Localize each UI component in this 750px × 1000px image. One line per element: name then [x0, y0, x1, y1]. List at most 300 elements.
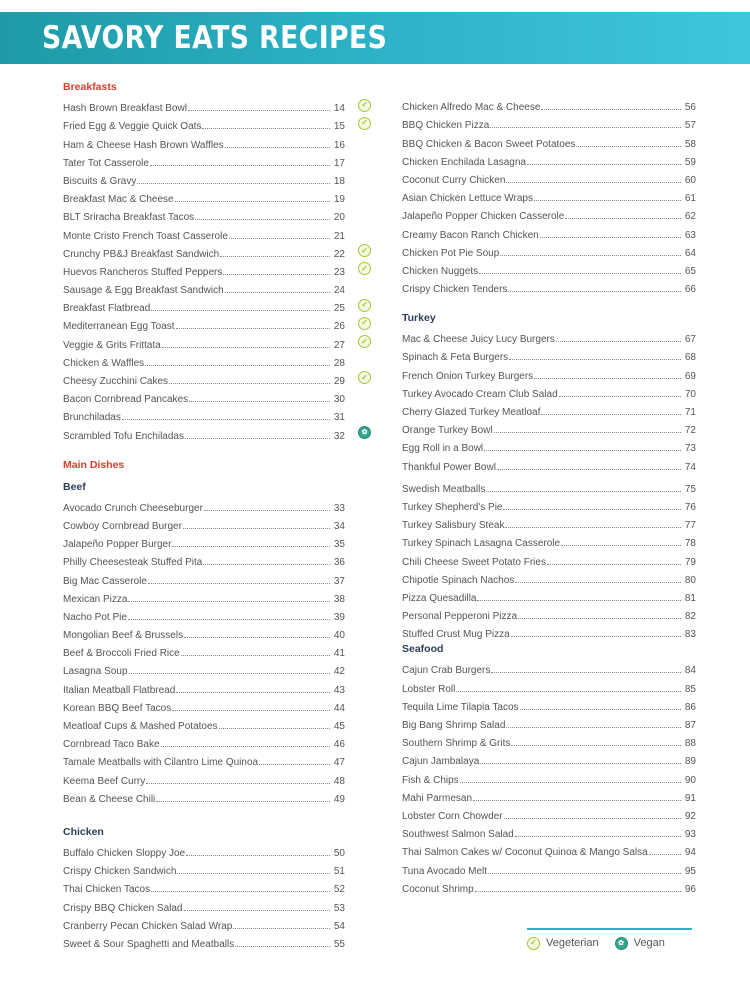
- page-number: 83: [684, 629, 696, 641]
- toc-entry[interactable]: [63, 132, 371, 150]
- dot-leader: [515, 836, 681, 837]
- toc-entry[interactable]: [402, 204, 696, 222]
- dot-leader: [172, 710, 330, 711]
- toc-entry[interactable]: [402, 131, 696, 149]
- dot-leader: [128, 619, 330, 620]
- legend-vegetarian: [527, 937, 599, 950]
- page-number: 22: [333, 248, 345, 260]
- page-number: 14: [333, 103, 345, 115]
- seafood-list: [402, 658, 696, 894]
- toc-entry[interactable]: [402, 749, 696, 767]
- toc-entry[interactable]: [402, 436, 696, 454]
- page-number: 56: [684, 102, 696, 114]
- vegan-icon: ✿: [358, 426, 371, 439]
- toc-entry[interactable]: [63, 278, 371, 296]
- toc-entry[interactable]: [402, 150, 696, 168]
- dot-leader: [500, 255, 681, 256]
- toc-entry[interactable]: [402, 400, 696, 418]
- page-number: 19: [333, 194, 345, 206]
- toc-entry[interactable]: [63, 532, 371, 550]
- page-number: 24: [333, 285, 345, 297]
- page-number: 92: [684, 810, 696, 822]
- page-number: 26: [333, 321, 345, 333]
- toc-entry[interactable]: [63, 369, 371, 387]
- toc-entry[interactable]: [63, 151, 371, 169]
- toc-entry[interactable]: [63, 114, 371, 132]
- recipe-name: Tamale Meatballs with Cilantro Lime Quinoa: [63, 757, 259, 769]
- dot-leader: [491, 672, 681, 673]
- dot-leader: [148, 583, 330, 584]
- page-number: 60: [684, 174, 696, 186]
- page-number: 80: [684, 574, 696, 586]
- dot-leader: [220, 256, 330, 257]
- recipe-name: Coconut Curry Chicken: [402, 174, 506, 186]
- toc-entry[interactable]: [402, 277, 696, 295]
- recipe-name: Bacon Cornbread Pancakes: [63, 394, 189, 406]
- dot-leader: [145, 365, 330, 366]
- toc-entry[interactable]: [63, 96, 371, 114]
- toc-entry[interactable]: [402, 622, 696, 640]
- recipe-name: Breakfast Flatbread: [63, 303, 151, 315]
- toc-entry[interactable]: [63, 187, 371, 205]
- toc-entry[interactable]: [63, 423, 371, 441]
- dot-leader: [177, 873, 330, 874]
- page-number: 50: [333, 847, 345, 859]
- dot-leader: [162, 347, 330, 348]
- toc-entry[interactable]: [63, 568, 371, 586]
- dot-leader: [169, 383, 330, 384]
- recipe-name: Swedish Meatballs: [402, 483, 486, 495]
- toc-entry[interactable]: [402, 418, 696, 436]
- recipe-name: Avocado Crunch Cheeseburger: [63, 502, 203, 514]
- dot-leader: [185, 438, 330, 439]
- page-number: 88: [684, 738, 696, 750]
- toc-entry[interactable]: [63, 714, 371, 732]
- page-number: 95: [684, 865, 696, 877]
- page-number: 76: [684, 501, 696, 513]
- page-number: 36: [333, 557, 345, 569]
- toc-entry[interactable]: [63, 659, 371, 677]
- page-number: 89: [684, 756, 696, 768]
- dot-leader: [176, 692, 330, 693]
- dot-leader: [150, 165, 330, 166]
- recipe-name: Meatloaf Cups & Mashed Potatoes: [63, 721, 218, 732]
- toc-entry[interactable]: [63, 677, 371, 695]
- toc-entry[interactable]: [402, 168, 696, 186]
- dot-leader: [497, 469, 681, 470]
- dot-leader: [486, 491, 681, 492]
- recipe-name: Mediterranean Egg Toast: [63, 321, 175, 333]
- vegetarian-icon: ✓: [358, 299, 371, 312]
- toc-entry[interactable]: [402, 658, 696, 676]
- page-number: 33: [333, 502, 345, 514]
- dot-leader: [488, 873, 681, 874]
- diet-icon-slot: [345, 787, 371, 805]
- dot-leader: [202, 128, 330, 129]
- recipe-name: Big Bang Shrimp Salad: [402, 720, 506, 731]
- vegetarian-icon: ✓: [358, 371, 371, 384]
- page-number: 40: [333, 630, 345, 642]
- recipe-name: Creamy Bacon Ranch Chicken: [402, 229, 539, 241]
- toc-entry[interactable]: [63, 296, 371, 314]
- page-number: 31: [333, 412, 345, 424]
- dot-leader: [233, 928, 330, 929]
- recipe-name: Beef & Broccoli Fried Rice: [63, 648, 180, 660]
- diet-icon-slot: [345, 169, 371, 187]
- diet-icon-slot: [345, 514, 371, 532]
- dot-leader: [184, 910, 331, 911]
- diet-icon-slot: [345, 732, 371, 750]
- recipe-name: Pizza Quesadilla: [402, 592, 477, 604]
- recipe-name: Sweet & Sour Spaghetti and Meatballs: [63, 938, 235, 950]
- recipe-name: Jalapeño Popper Burger: [63, 539, 172, 551]
- recipe-name: Hash Brown Breakfast Bowl: [63, 103, 187, 115]
- recipe-name: Keema Beef Curry: [63, 775, 146, 787]
- vegetarian-icon: ✓: [358, 335, 371, 348]
- recipe-name: Lasagna Soup: [63, 666, 128, 678]
- dot-leader: [509, 359, 681, 360]
- diet-icon-slot: [345, 677, 371, 695]
- recipe-name: Brunchiladas: [63, 412, 121, 424]
- toc-entry[interactable]: [402, 382, 696, 400]
- page-number: 62: [684, 211, 696, 223]
- recipe-name: Tuna Avocado Melt: [402, 865, 488, 877]
- toc-entry[interactable]: [63, 514, 371, 532]
- recipe-name: Turkey Shepherd's Pie: [402, 501, 503, 513]
- dot-leader: [460, 782, 681, 783]
- page-number: 64: [684, 247, 696, 259]
- page-number: 78: [684, 538, 696, 550]
- dot-leader: [527, 164, 681, 165]
- dot-leader: [505, 527, 681, 528]
- toc-entry[interactable]: [402, 477, 696, 495]
- page-number: 70: [684, 388, 696, 400]
- toc-entry[interactable]: [402, 804, 696, 822]
- toc-entry[interactable]: [402, 186, 696, 204]
- recipe-name: Cajun Crab Burgers: [402, 665, 491, 677]
- toc-entry[interactable]: [63, 787, 371, 805]
- diet-icon-slot: [345, 550, 371, 568]
- recipe-name: Jalapeño Popper Chicken Casserole: [402, 211, 565, 223]
- toc-entry[interactable]: [402, 531, 696, 549]
- page-number: 93: [684, 829, 696, 841]
- recipe-name: Turkey Avocado Cream Club Salad: [402, 388, 558, 400]
- recipe-name: Fried Egg & Veggie Quick Oats: [63, 121, 202, 133]
- toc-entry[interactable]: [63, 859, 371, 877]
- recipe-name: Southern Shrimp & Grits: [402, 738, 511, 750]
- toc-entry[interactable]: [63, 314, 371, 332]
- toc-entry[interactable]: [63, 550, 371, 568]
- subsection-turkey-title: Turkey: [402, 312, 436, 325]
- recipe-name: Cranberry Pecan Chicken Salad Wrap: [63, 920, 233, 932]
- toc-entry[interactable]: [402, 786, 696, 804]
- recipe-name: Chicken & Waffles: [63, 357, 145, 369]
- dot-leader: [181, 655, 330, 656]
- toc-entry[interactable]: [63, 496, 371, 514]
- recipe-name: French Onion Turkey Burgers: [402, 370, 534, 382]
- recipe-name: Buffalo Chicken Sloppy Joe: [63, 847, 186, 859]
- recipe-name: Egg Roll in a Bowl: [402, 443, 484, 455]
- recipe-name: Italian Meatball Flatbread: [63, 684, 176, 696]
- page-number: 43: [333, 684, 345, 696]
- recipe-name: Thai Chicken Tacos: [63, 884, 151, 896]
- page-number: 69: [684, 370, 696, 382]
- toc-entry[interactable]: [402, 568, 696, 586]
- toc-entry[interactable]: [63, 914, 371, 932]
- toc-entry[interactable]: [402, 259, 696, 277]
- toc-entry[interactable]: [63, 169, 371, 187]
- recipe-name: BLT Sriracha Breakfast Tacos: [63, 212, 195, 224]
- dot-leader: [146, 783, 330, 784]
- dot-leader: [184, 637, 330, 638]
- recipe-name: Stuffed Crust Mug Pizza: [402, 629, 510, 641]
- diet-icon-slot: [345, 877, 371, 895]
- page-number: 27: [333, 339, 345, 351]
- vegan-icon: ✿: [615, 937, 628, 950]
- toc-entry[interactable]: [63, 405, 371, 423]
- recipe-name: Spinach & Feta Burgers: [402, 352, 509, 364]
- dot-leader: [473, 800, 681, 801]
- page-number: 28: [333, 357, 345, 369]
- page-number: 66: [684, 284, 696, 296]
- toc-entry[interactable]: [402, 676, 696, 694]
- diet-icon-slot: [345, 242, 371, 260]
- page-number: 20: [333, 212, 345, 224]
- toc-entry[interactable]: [402, 604, 696, 622]
- toc-entry[interactable]: [402, 877, 696, 895]
- toc-entry[interactable]: [63, 877, 371, 895]
- diet-icon-slot: [345, 205, 371, 223]
- toc-entry[interactable]: [402, 241, 696, 259]
- recipe-name: Chicken Enchilada Lasagna: [402, 156, 526, 168]
- diet-icon-slot: [345, 423, 371, 441]
- page-number: 44: [333, 702, 345, 714]
- page-number: 87: [684, 720, 696, 731]
- toc-entry[interactable]: [402, 549, 696, 567]
- diet-icon-slot: [345, 187, 371, 205]
- toc-entry[interactable]: [402, 767, 696, 785]
- toc-entry[interactable]: [402, 840, 696, 858]
- dot-leader: [183, 528, 330, 529]
- page-number: 67: [684, 334, 696, 346]
- recipe-name: Coconut Shrimp: [402, 883, 474, 895]
- dot-leader: [175, 201, 330, 202]
- legend-vegetarian-label: Vegeterian: [546, 937, 599, 949]
- toc-entry[interactable]: [63, 205, 371, 223]
- recipe-name: Mac & Cheese Juicy Lucy Burgers: [402, 334, 555, 346]
- recipe-name: Cornbread Taco Bake: [63, 739, 160, 751]
- section-breakfasts-title: Breakfasts: [63, 81, 117, 93]
- toc-entry[interactable]: [63, 841, 371, 859]
- dot-leader: [556, 341, 681, 342]
- toc-entry[interactable]: [63, 260, 371, 278]
- toc-entry[interactable]: [402, 586, 696, 604]
- legend: [527, 928, 692, 956]
- toc-entry[interactable]: [402, 695, 696, 713]
- toc-entry[interactable]: [402, 858, 696, 876]
- recipe-name: Chicken Nuggets: [402, 265, 479, 277]
- page-number: 79: [684, 556, 696, 568]
- dot-leader: [259, 764, 330, 765]
- recipe-name: Ham & Cheese Hash Brown Waffles: [63, 139, 224, 151]
- toc-entry[interactable]: [402, 363, 696, 381]
- breakfasts-list: [63, 96, 371, 442]
- dot-leader: [203, 564, 330, 565]
- toc-entry[interactable]: [63, 623, 371, 641]
- diet-icon-slot: [345, 568, 371, 586]
- recipe-name: Biscuits & Gravy: [63, 175, 137, 187]
- vegetarian-icon: ✓: [358, 262, 371, 275]
- toc-entry[interactable]: [63, 895, 371, 913]
- recipe-name: Cheesy Zucchini Cakes: [63, 376, 169, 387]
- dot-leader: [223, 274, 330, 275]
- page-number: 91: [684, 792, 696, 804]
- subsection-beef-title: Beef: [63, 480, 86, 493]
- recipe-name: Scrambled Tofu Enchiladas: [63, 430, 184, 442]
- toc-entry[interactable]: [63, 696, 371, 714]
- dot-leader: [515, 582, 681, 583]
- dot-leader: [541, 109, 681, 110]
- dot-leader: [235, 946, 330, 947]
- dot-leader: [151, 891, 330, 892]
- page-number: 86: [684, 701, 696, 713]
- dot-leader: [189, 401, 330, 402]
- dot-leader: [156, 801, 330, 802]
- recipe-name: Sausage & Egg Breakfast Sandwich: [63, 285, 224, 297]
- diet-icon-slot: [345, 714, 371, 732]
- diet-icon-slot: [345, 623, 371, 641]
- toc-entry[interactable]: [63, 242, 371, 260]
- page-number: 38: [333, 593, 345, 605]
- page-number: 16: [333, 139, 345, 151]
- beef-list: [63, 496, 371, 805]
- page-number: 74: [684, 461, 696, 473]
- diet-icon-slot: [345, 859, 371, 877]
- dot-leader: [186, 855, 330, 856]
- dot-leader: [508, 291, 681, 292]
- toc-entry[interactable]: [63, 932, 371, 950]
- vegetarian-icon: ✓: [358, 317, 371, 330]
- toc-entry[interactable]: [63, 641, 371, 659]
- page-number: 51: [333, 866, 345, 878]
- dot-leader: [547, 564, 681, 565]
- toc-entry[interactable]: [63, 351, 371, 369]
- toc-entry[interactable]: [63, 750, 371, 768]
- dot-leader: [506, 727, 681, 728]
- recipe-name: Cherry Glazed Turkey Meatloaf: [402, 407, 541, 418]
- recipe-name: Veggie & Grits Frittata: [63, 339, 161, 351]
- page-number: 53: [333, 902, 345, 914]
- toc-entry[interactable]: [63, 587, 371, 605]
- dot-leader: [576, 146, 681, 147]
- toc-entry[interactable]: [402, 345, 696, 363]
- recipe-name: Thankful Power Bowl: [402, 461, 496, 473]
- recipe-name: Philly Cheesesteak Stuffed Pita: [63, 557, 203, 569]
- toc-entry[interactable]: [63, 732, 371, 750]
- page-number: 85: [684, 683, 696, 695]
- recipe-name: Tater Tot Casserole: [63, 157, 149, 169]
- right-column: [402, 95, 696, 895]
- page-number: 17: [333, 157, 345, 169]
- toc-entry[interactable]: [63, 223, 371, 241]
- page-number: 30: [333, 394, 345, 406]
- dot-leader: [151, 310, 330, 311]
- diet-icon-slot: [345, 314, 371, 332]
- recipe-name: Thai Salmon Cakes w/ Coconut Quinoa & Mango Salsa: [402, 847, 648, 859]
- recipe-name: Nacho Pot Pie: [63, 611, 127, 623]
- toc-entry[interactable]: [402, 731, 696, 749]
- page-number: 35: [333, 539, 345, 551]
- toc-entry[interactable]: [402, 327, 696, 345]
- turkey-list-more: [402, 477, 696, 641]
- toc-entry[interactable]: [63, 332, 371, 350]
- recipe-name: Tequila Lime Tilapia Tacos: [402, 701, 519, 713]
- diet-icon-slot: [345, 260, 371, 278]
- page-number: 42: [333, 666, 345, 678]
- toc-entry[interactable]: [63, 605, 371, 623]
- page-number: 57: [684, 120, 696, 132]
- page-number: 48: [333, 775, 345, 787]
- toc-entry[interactable]: [402, 113, 696, 131]
- recipe-name: Chicken Alfredo Mac & Cheese: [402, 102, 541, 114]
- toc-entry[interactable]: [63, 387, 371, 405]
- page-number: 59: [684, 156, 696, 168]
- recipe-name: Crispy Chicken Tenders: [402, 284, 508, 296]
- dot-leader: [456, 691, 681, 692]
- recipe-name: Bean & Cheese Chili: [63, 793, 156, 805]
- diet-icon-slot: [345, 132, 371, 150]
- diet-icon-slot: [345, 151, 371, 169]
- page-number: 68: [684, 352, 696, 364]
- recipe-name: Southwest Salmon Salad: [402, 829, 514, 841]
- page-number: 15: [333, 121, 345, 133]
- vegetarian-icon: ✓: [527, 937, 540, 950]
- vegetarian-icon: ✓: [358, 99, 371, 112]
- page-number: 47: [333, 757, 345, 769]
- diet-icon-slot: [345, 605, 371, 623]
- page-number: 65: [684, 265, 696, 277]
- dot-leader: [172, 546, 330, 547]
- page-number: 75: [684, 483, 696, 495]
- diet-icon-slot: [345, 895, 371, 913]
- diet-icon-slot: [345, 496, 371, 514]
- toc-entry[interactable]: [402, 822, 696, 840]
- recipe-name: Mahi Parmesan: [402, 792, 473, 804]
- recipe-name: Crispy BBQ Chicken Salad: [63, 902, 183, 914]
- page-number: 73: [684, 443, 696, 455]
- diet-icon-slot: [345, 641, 371, 659]
- toc-entry[interactable]: [402, 222, 696, 240]
- toc-entry[interactable]: [402, 713, 696, 731]
- page-number: 25: [333, 303, 345, 315]
- dot-leader: [565, 218, 681, 219]
- recipe-name: Crispy Chicken Sandwich: [63, 866, 177, 878]
- page-number: 72: [684, 425, 696, 437]
- left-column: [63, 78, 371, 950]
- toc-entry[interactable]: [402, 513, 696, 531]
- recipe-name: Korean BBQ Beef Tacos: [63, 702, 172, 714]
- toc-entry[interactable]: [402, 95, 696, 113]
- dot-leader: [475, 891, 681, 892]
- dot-leader: [559, 396, 681, 397]
- recipe-name: Huevos Rancheros Stuffed Peppers: [63, 266, 223, 278]
- toc-entry[interactable]: [63, 768, 371, 786]
- toc-entry[interactable]: [402, 454, 696, 472]
- toc-entry[interactable]: [402, 495, 696, 513]
- diet-icon-slot: [345, 278, 371, 296]
- page-number: 55: [333, 938, 345, 950]
- page-number: 18: [333, 175, 345, 187]
